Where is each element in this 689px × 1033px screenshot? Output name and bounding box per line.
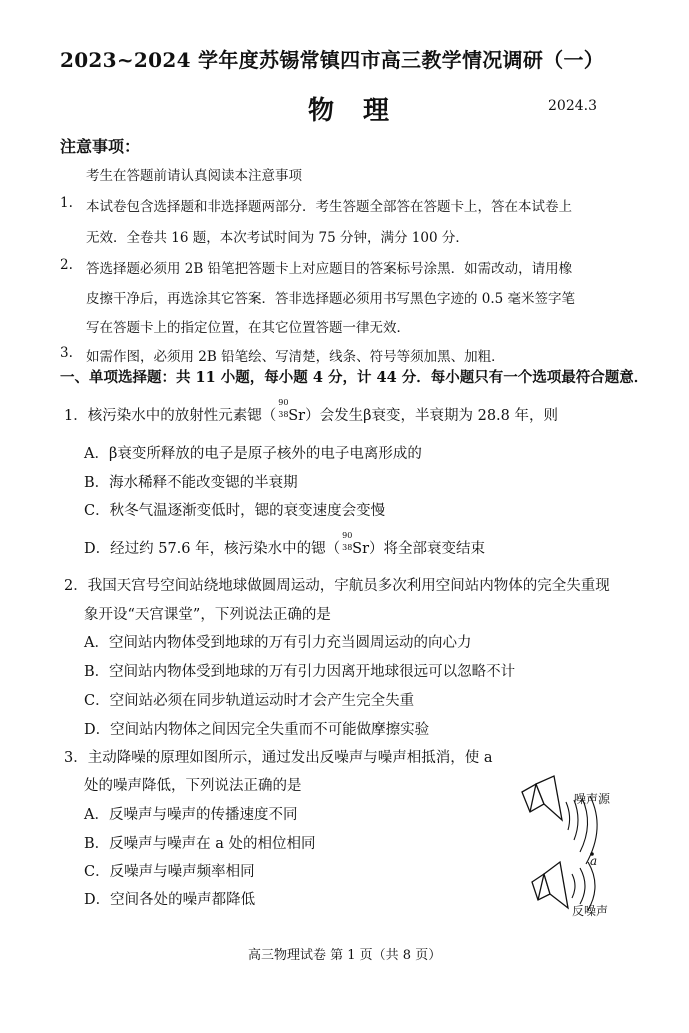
atomic-number: 38 <box>278 410 289 419</box>
notice-intro: 考生在答题前请认真阅读本注意事项 <box>86 168 302 184</box>
point-a-label: a <box>590 854 598 868</box>
question-3-stem-cont: 处的噪声降低，下列说法正确的是 <box>84 778 302 794</box>
section-heading: 一、单项选择题：共 11 小题，每小题 4 分，计 44 分．每小题只有一个选项最符合题意． <box>60 369 649 386</box>
q3-option-c: C．反噪声与噪声频率相同 <box>84 864 255 880</box>
isotope-notation <box>276 398 289 420</box>
q1-option-d-start: D．经过约 57.6 年，核污染水中的锶（ <box>84 541 341 557</box>
q1-option-a: A．β衰变所释放的电子是原子核外的电子电离形成的 <box>84 446 422 462</box>
q1-stem-end: ）会发生β衰变，半衰期为 28.8 年，则 <box>305 408 558 424</box>
q1-option-d <box>84 531 486 558</box>
exam-date: 2024.3 <box>548 98 597 114</box>
question-1-stem <box>64 398 558 425</box>
q2-option-d: D．空间站内物体之间因完全失重而不可能做摩擦实验 <box>84 722 430 738</box>
notice-heading: 注意事项： <box>60 137 141 156</box>
q3-option-d: D．空间各处的噪声都降低 <box>84 892 256 908</box>
question-2-stem-cont: 象开设“天宫课堂”，下列说法正确的是 <box>84 607 331 623</box>
element-symbol: Sr <box>288 408 306 424</box>
notice-item-number: 3. <box>60 345 73 361</box>
notice-item-line: 无效．全卷共 16 题，本次考试时间为 75 分钟，满分 100 分． <box>86 230 469 246</box>
q2-option-b: B．空间站内物体受到地球的万有引力因离开地球很远可以忽略不计 <box>84 664 516 680</box>
mass-number: 90 <box>342 531 353 540</box>
q1-option-d-end: ）将全部衰变结束 <box>369 541 486 557</box>
q1-option-c: C．秋冬气温逐渐变低时，锶的衰变速度会变慢 <box>84 503 386 519</box>
notice-item-number: 2. <box>60 257 73 273</box>
notice-item-line: 答选择题必须用 2B 铅笔把答题卡上对应题目的答案标号涂黑．如需改动，请用橡 <box>86 261 573 277</box>
noise-source-label: 噪声源 <box>574 792 611 806</box>
noise-cancellation-figure <box>510 770 650 934</box>
isotope-notation <box>340 531 353 553</box>
mass-number: 90 <box>278 398 289 407</box>
subject-title: 物 理 <box>308 96 400 126</box>
notice-item-line: 写在答题卡上的指定位置，在其它位置答题一律无效． <box>86 320 410 336</box>
notice-item-number: 1. <box>60 195 73 211</box>
anti-noise-speaker <box>532 862 568 908</box>
atomic-number: 38 <box>342 543 353 552</box>
page-footer: 高三物理试卷 第 1 页（共 8 页） <box>248 948 442 963</box>
question-2-stem: 2．我国天宫号空间站绕地球做圆周运动，宇航员多次利用空间站内物体的完全失重现 <box>64 578 610 594</box>
notice-item-line: 皮擦干净后，再选涂其它答案．答非选择题必须用书写黑色字迹的 0.5 毫米签字笔 <box>86 291 576 307</box>
element-symbol: Sr <box>352 541 370 557</box>
notice-item-line: 本试卷包含选择题和非选择题两部分．考生答题全部答在答题卡上，答在本试卷上 <box>86 199 572 215</box>
anti-noise-label: 反噪声 <box>572 904 609 918</box>
paper-title: 2023~2024 学年度苏锡常镇四市高三教学情况调研（一） <box>60 48 605 72</box>
q1-option-b: B．海水稀释不能改变锶的半衰期 <box>84 475 298 491</box>
q3-option-b: B．反噪声与噪声在 a 处的相位相同 <box>84 836 316 852</box>
q2-option-a: A．空间站内物体受到地球的万有引力充当圆周运动的向心力 <box>84 635 472 651</box>
question-3-stem: 3．主动降噪的原理如图所示，通过发出反噪声与噪声相抵消，使 a <box>64 750 493 766</box>
notice-item-line: 如需作图，必须用 2B 铅笔绘、写清楚，线条、符号等须加黑、加粗． <box>86 349 505 365</box>
q1-stem-start: 1．核污染水中的放射性元素锶（ <box>64 408 277 424</box>
noise-source-speaker <box>522 776 562 820</box>
q3-option-a: A．反噪声与噪声的传播速度不同 <box>84 807 298 823</box>
q2-option-c: C．空间站必须在同步轨道运动时才会产生完全失重 <box>84 693 415 709</box>
